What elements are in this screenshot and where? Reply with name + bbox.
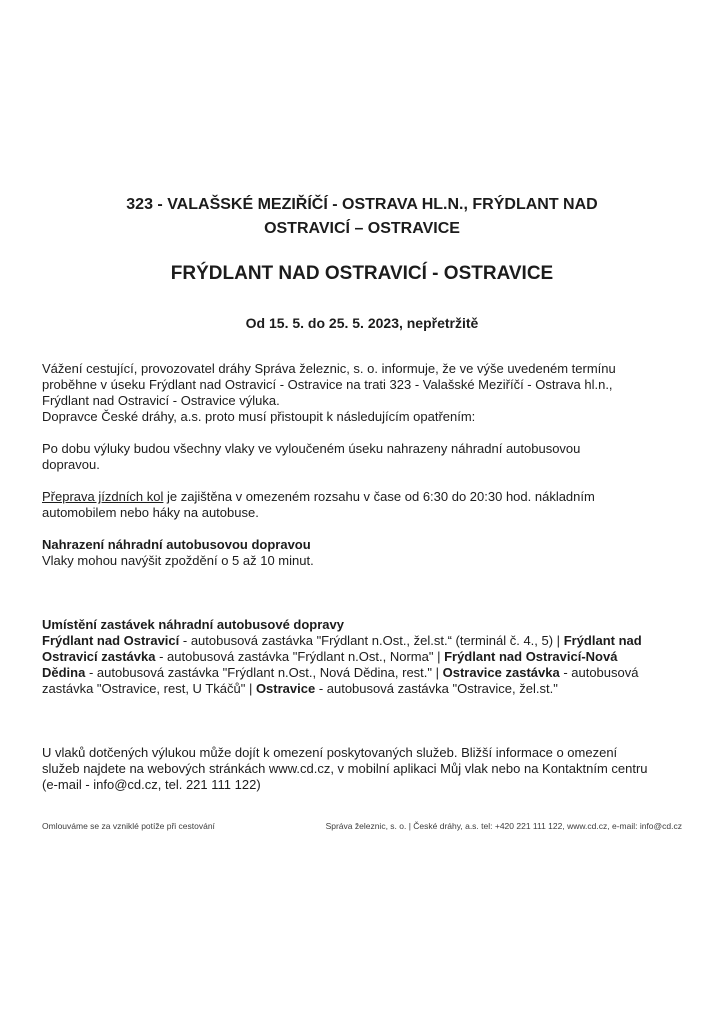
route-title: 323 - VALAŠSKÉ MEZIŘÍČÍ - OSTRAVA HL.N., FRÝDLANT NAD OSTRAVICÍ – OSTRAVICE — [126, 196, 598, 237]
section-title: FRÝDLANT NAD OSTRAVICÍ - OSTRAVICE — [170, 263, 554, 284]
notice-body — [42, 361, 682, 793]
paragraph-stop-locations: Umístění zastávek náhradní autobusové dopravy Frýdlant nad Ostravicí - autobusová zastávka "Frýdlant n.Ost., žel.st.“ (terminál č. 4., 5) | Frýdlant nad Ostravicí zastávka - autobusová zastávka "Frýdlant n.Ost., Norma" | Frýdlant nad Ostravicí-Nová Dědina - autobusová zastávka "Frýdlant n.Ost., Nová Dědina, rest." | Ostravice zastávka - autobusová zastávka "Ostravice, rest, U Tkáčů" | Ostravice - autobusová zastávka "Ostravice, žel.st." — [42, 617, 642, 696]
paragraph-intro: Vážení cestující, provozovatel dráhy Správa železnic, s. o. informuje, že ve výše uvedeném termínu proběhne v úseku Frýdlant nad Ostravicí - Ostravice na trati 323 - Valašské Meziříčí - Ostrava hl.n., Frýdlant nad Ostravicí - Ostravice výluka. Dopravce České dráhy, a.s. proto musí přistoupit k následujícím opatřením: — [42, 361, 616, 424]
footer — [42, 821, 682, 832]
paragraph-bus-replacement: Po dobu výluky budou všechny vlaky ve vyloučeném úseku nahrazeny náhradní autobusovou dopravou. — [42, 441, 581, 472]
footer-contact: Správa železnic, s. o. | České dráhy, a.s. tel: +420 221 111 122, www.cd.cz, e-mail: info@cd.cz — [325, 821, 682, 831]
paragraph-service-limitations: U vlaků dotčených výlukou může dojít k omezení poskytovaných služeb. Bližší informace o omezení služeb najdete na webových stránkách www.cd.cz, v mobilní aplikaci Můj vlak nebo na Kontaktním centru (e-mail - info@cd.cz, tel. 221 111 122) — [42, 745, 648, 792]
footer-apology: Omlouváme se za vzniklé potíže při cestování — [42, 821, 215, 831]
notice-document — [42, 193, 682, 793]
paragraph-bike-transport: Přeprava jízdních kol je zajištěna v omezeném rozsahu v čase od 6:30 do 20:30 hod. nákladním automobilem nebo háky na autobuse. — [42, 489, 595, 520]
validity-dates: Od 15. 5. do 25. 5. 2023, nepřetržitě — [245, 315, 479, 331]
paragraph-delay-info: Nahrazení náhradní autobusovou dopravou Vlaky mohou navýšit zpoždění o 5 až 10 minut. — [42, 537, 314, 568]
